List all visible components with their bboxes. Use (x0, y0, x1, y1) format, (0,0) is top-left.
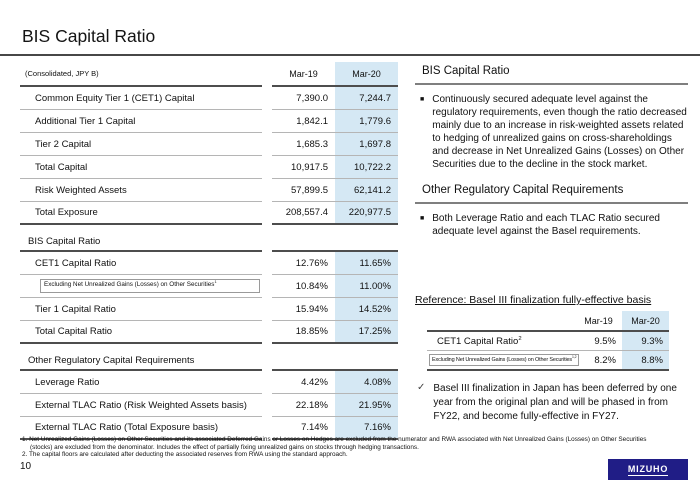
reference-table-body (427, 332, 669, 371)
cell-mar20: 11.65% (335, 252, 398, 274)
row-label-text: External TLAC Ratio (Risk Weighted Assets basis) (35, 399, 247, 411)
row-label (20, 156, 262, 179)
row-label (20, 298, 262, 321)
right-section (415, 181, 688, 238)
row-label-text: CET1 Capital Ratio (437, 335, 519, 347)
column-header-mar19: Mar-19 (289, 68, 318, 79)
section-heading: Other Regulatory Capital Requirements (415, 181, 688, 204)
cell-mar19: 4.42% (301, 376, 328, 388)
column-headers (272, 62, 398, 87)
row-label (427, 351, 575, 369)
cell-mar20: 62,141.2 (335, 179, 398, 201)
sub-label-box (429, 354, 579, 365)
title-divider (0, 54, 700, 56)
cell-mar19: 57,899.5 (291, 184, 328, 196)
row-label (20, 202, 262, 225)
mizuho-logo (608, 459, 688, 480)
table-section-heading-spacer (272, 353, 398, 371)
table-row (20, 202, 398, 225)
cell-mar20: 14.52% (335, 298, 398, 320)
cell-mar19: 18.85% (295, 326, 328, 337)
row-label (20, 87, 262, 110)
table-section-heading-spacer (272, 234, 398, 252)
cell-mar20: 21.95% (335, 394, 398, 416)
row-label-text: Leverage Ratio (35, 376, 100, 388)
table-section-heading-row (20, 353, 398, 371)
row-values (272, 179, 398, 202)
cell-mar19: 12.76% (295, 257, 328, 269)
square-bullet-icon: ■ (420, 96, 425, 103)
row-label-text: Excluding Net Unrealized Gains (Losses) on Other Securities (432, 356, 573, 363)
row-label-text (35, 162, 87, 173)
row-label-text: Tier 1 Capital Ratio (35, 303, 116, 315)
table-row (20, 133, 398, 156)
reference-block (415, 294, 688, 371)
right-section (415, 62, 688, 171)
table-row (20, 179, 398, 202)
row-label-text: CET1 Capital Ratio (35, 257, 117, 269)
reference-table-header (427, 311, 669, 332)
cell-mar19: 1,842.1 (296, 115, 328, 127)
table-row (20, 394, 398, 417)
row-values (272, 371, 398, 394)
row-values (272, 202, 398, 225)
checkmark-icon: ✓ (417, 382, 426, 393)
table-section-heading: BIS Capital Ratio (20, 234, 262, 252)
cell-mar19: 8.2% (594, 354, 616, 366)
section-heading: BIS Capital Ratio (415, 62, 688, 85)
row-label (20, 252, 262, 275)
table-row (20, 156, 398, 179)
bullet-item (418, 212, 688, 238)
cell-mar20: 4.08% (335, 371, 398, 393)
cell-mar19: 208,557.4 (285, 207, 328, 218)
row-label-text: Tier 2 Capital (35, 138, 92, 150)
table-section-heading-row (20, 234, 398, 252)
row-label-text (35, 185, 127, 196)
row-label-text (35, 139, 91, 150)
cell-mar19: 22.18% (295, 399, 328, 411)
row-label (427, 332, 575, 350)
cell-mar20: 8.8% (622, 351, 669, 369)
footnote-ref: 2 (518, 335, 522, 342)
page-number: 10 (20, 461, 32, 472)
row-values (272, 110, 398, 133)
bullet-text: Both Leverage Ratio and each TLAC Ratio secured adequate level against the Basel requirements. (432, 213, 660, 237)
cell-mar20: 11.00% (335, 275, 398, 297)
cell-mar20: 1,697.8 (335, 133, 398, 155)
table-row (20, 87, 398, 110)
cell-mar20: 220,977.5 (335, 202, 398, 223)
column-header-mar20: Mar-20 (335, 62, 398, 85)
row-label-text (35, 377, 99, 388)
row-label (20, 321, 262, 344)
cell-mar20: 10,722.2 (335, 156, 398, 178)
reference-column-mar20: Mar-20 (622, 311, 669, 330)
cell-mar19: 10.84% (295, 280, 328, 292)
row-label-text (35, 422, 218, 433)
row-label-text (35, 258, 116, 269)
table-row (20, 321, 398, 344)
sub-label-box (40, 279, 260, 292)
main-table-header (20, 62, 398, 87)
logo-text: MIZUHO (627, 463, 669, 474)
table-row (20, 252, 398, 275)
footnote: 2. The capital floors are calculated after deducting the associated reserves from RWA using the standard approach. (22, 451, 348, 459)
row-values (272, 394, 398, 417)
row-label (20, 394, 262, 417)
row-label-text: Excluding Net Unrealized Gains (Losses) on Other Securities (44, 281, 215, 289)
table-row (427, 351, 669, 371)
row-label-text (35, 207, 98, 218)
cell-mar19: 7.14% (301, 422, 328, 433)
cell-mar20: 1,779.6 (335, 110, 398, 132)
row-values (272, 321, 398, 344)
cell-mar19: 15.94% (295, 303, 328, 315)
row-label-text (35, 304, 116, 315)
row-values (272, 133, 398, 156)
reference-title: Reference: Basel III finalization fully-effective basis (415, 294, 652, 306)
cell-mar19: 7,390.0 (296, 92, 328, 104)
row-label (20, 275, 262, 298)
table-row (427, 332, 669, 351)
note-text: Basel III finalization in Japan has been deferred by one year from the original plan and will be phased in from FY22, and become fully-effective in FY27. (433, 383, 677, 422)
footnote-ref: 1 (214, 279, 217, 285)
reference-table (427, 311, 669, 371)
footnotes (22, 436, 667, 459)
table-row (20, 371, 398, 394)
row-values (272, 252, 398, 275)
row-label-text: External TLAC Ratio (Total Exposure basis) (35, 422, 219, 433)
basel-note (417, 382, 687, 424)
main-table (20, 62, 398, 440)
row-label-text (35, 116, 135, 127)
row-label-text: Total Capital Ratio (35, 326, 113, 337)
row-label-text (35, 400, 247, 411)
cell-mar20: 9.3% (622, 332, 669, 350)
row-label-text: Additional Tier 1 Capital (35, 115, 136, 127)
table-row (20, 110, 398, 133)
table-section-heading: Other Regulatory Capital Requirements (20, 353, 262, 371)
reference-column-mar19: Mar-19 (584, 315, 613, 326)
reference-header-spacer (427, 311, 575, 330)
row-values (272, 298, 398, 321)
cell-mar19: 10,917.5 (291, 161, 328, 173)
cell-mar19: 9.5% (594, 335, 616, 347)
row-values (272, 156, 398, 179)
cell-mar20: 7,244.7 (335, 87, 398, 109)
table-row (20, 298, 398, 321)
row-label-text: Risk Weighted Assets (35, 184, 127, 196)
row-label-text (437, 336, 522, 347)
cell-mar20: 17.25% (335, 321, 398, 342)
table-row (20, 275, 398, 298)
row-label (20, 179, 262, 202)
main-table-body (20, 87, 398, 440)
bullet-text: Continuously secured adequate level against the regulatory requirements, even though the ratio decreased mainly due to an increase in risk-weighted assets related to hedging of unrealized gains on cross-shareholdings and decrease in Net Unrealized Gains (Losses) on Other Securities due to the decline in the stock market. (432, 94, 687, 170)
row-label-text (35, 326, 112, 337)
unit-label: (Consolidated, JPY B) (20, 62, 262, 87)
bullet-item (418, 93, 688, 171)
row-label-text: Common Equity Tier 1 (CET1) Capital (35, 92, 195, 104)
cell-mar19: 1,685.3 (296, 138, 328, 150)
footnote-ref: 1,2 (572, 355, 577, 360)
row-label (20, 371, 262, 394)
page-title: BIS Capital Ratio (22, 26, 156, 46)
cell-mar20: 7.16% (335, 417, 398, 438)
row-label-text (35, 93, 194, 104)
row-label (20, 133, 262, 156)
row-label-text: Total Exposure (35, 207, 98, 218)
footnote: 1. Net Unrealized Gains (Losses) on Other Securities and its associated Deferred Gains or Losses on Hedges are excluded from the numerator and RWA associated with Net Unrealized Gains (Losses) on Other Securities (stocks) are excluded from the denominator. Includes the effect of partially fixing unrealized gains on stocks through hedging transactions. (22, 436, 647, 451)
row-label (20, 110, 262, 133)
right-panel (415, 62, 688, 238)
row-label-text: Total Capital (35, 161, 88, 173)
square-bullet-icon: ■ (420, 215, 425, 222)
row-values (272, 275, 398, 298)
row-values (272, 87, 398, 110)
